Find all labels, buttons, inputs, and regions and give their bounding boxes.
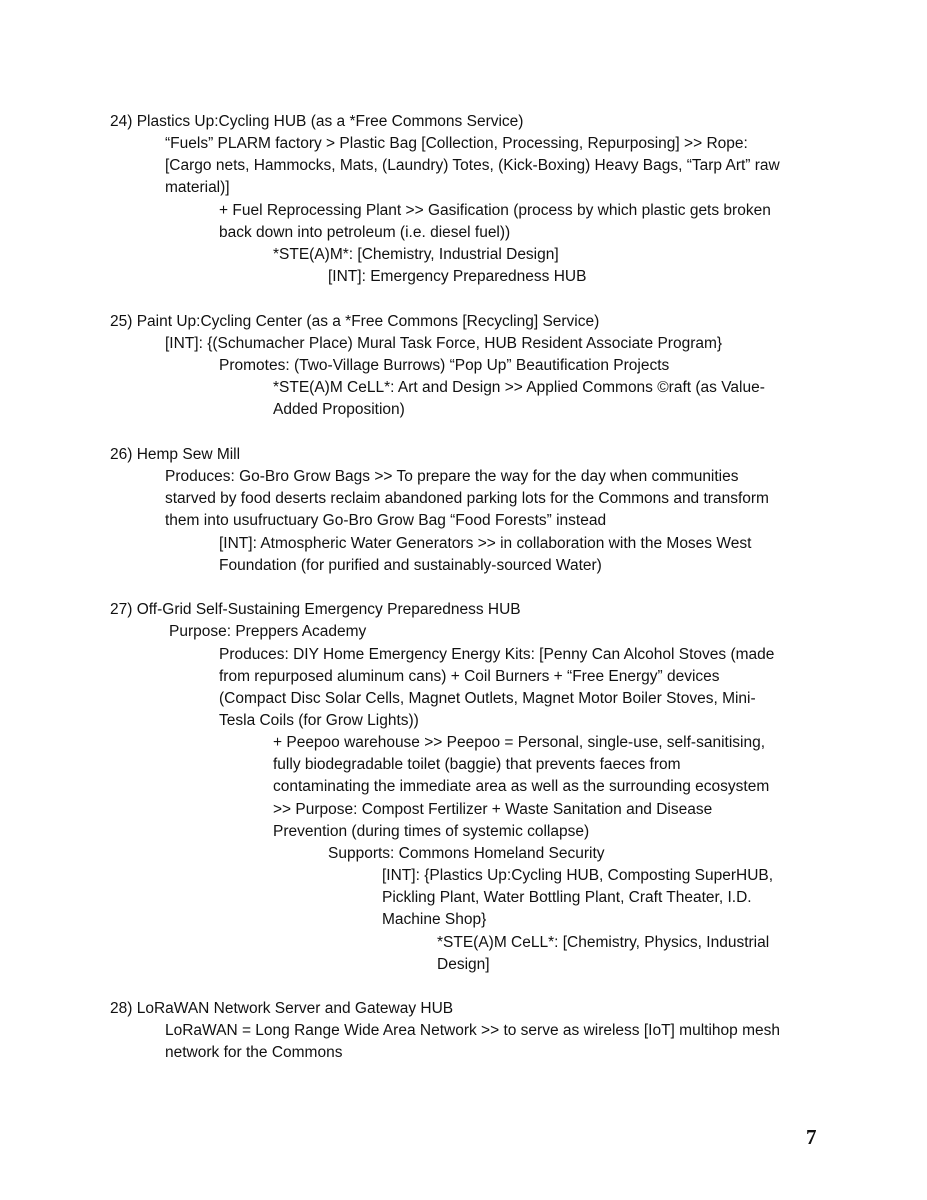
text-line: Pickling Plant, Water Bottling Plant, Craft Theater, I.D. [382, 889, 752, 906]
section-28-heading: 28) LoRaWAN Network Server and Gateway HUB [110, 1000, 454, 1017]
text-line: starved by food deserts reclaim abandoned parking lots for the Commons and transform [165, 490, 769, 507]
section-26-heading: 26) Hemp Sew Mill [110, 446, 241, 463]
text-line: Prevention (during times of systemic collapse) [273, 823, 590, 840]
text-line: Design] [437, 956, 490, 973]
text-line: Tesla Coils (for Grow Lights)) [219, 712, 419, 729]
text-line: material)] [165, 179, 230, 196]
text-line: [INT]: {Plastics Up:Cycling HUB, Composting SuperHUB, [382, 867, 774, 884]
text-line: fully biodegradable toilet (baggie) that prevents faeces from [273, 756, 681, 773]
text-line: >> Purpose: Compost Fertilizer + Waste Sanitation and Disease [273, 801, 713, 818]
text-line: Machine Shop} [382, 911, 487, 928]
text-line: [INT]: Emergency Preparedness HUB [328, 268, 587, 285]
text-line: back down into petroleum (i.e. diesel fuel)) [219, 224, 511, 241]
page-number: 7 [806, 1125, 817, 1149]
text-line: + Fuel Reprocessing Plant >> Gasification (process by which plastic gets broken [219, 202, 771, 219]
text-line: network for the Commons [165, 1044, 343, 1061]
text-line: them into usufructuary Go-Bro Grow Bag “Food Forests” instead [165, 512, 607, 529]
text-line: “Fuels” PLARM factory > Plastic Bag [Collection, Processing, Repurposing] >> Rope: [165, 135, 748, 152]
text-line: *STE(A)M CeLL*: Art and Design >> Applied Commons ©raft (as Value- [273, 379, 765, 396]
text-line: Promotes: (Two-Village Burrows) “Pop Up” Beautification Projects [219, 357, 670, 374]
text-line: LoRaWAN = Long Range Wide Area Network >> to serve as wireless [IoT] multihop mesh [165, 1022, 780, 1039]
text-line: Foundation (for purified and sustainably-sourced Water) [219, 557, 602, 574]
text-line: [Cargo nets, Hammocks, Mats, (Laundry) Totes, (Kick-Boxing) Heavy Bags, “Tarp Art” raw [165, 157, 780, 174]
text-line: (Compact Disc Solar Cells, Magnet Outlets, Magnet Motor Boiler Stoves, Mini- [219, 690, 756, 707]
text-line: [INT]: {(Schumacher Place) Mural Task Force, HUB Resident Associate Program} [165, 335, 723, 352]
text-line: + Peepoo warehouse >> Peepoo = Personal, single-use, self-sanitising, [273, 734, 766, 751]
text-line: contaminating the immediate area as well as the surrounding ecosystem [273, 778, 770, 795]
section-27-heading: 27) Off-Grid Self-Sustaining Emergency Preparedness HUB [110, 601, 521, 618]
text-line: Purpose: Preppers Academy [169, 623, 367, 640]
text-line: *STE(A)M*: [Chemistry, Industrial Design] [273, 246, 559, 263]
section-25-heading: 25) Paint Up:Cycling Center (as a *Free Commons [Recycling] Service) [110, 313, 600, 330]
text-line: *STE(A)M CeLL*: [Chemistry, Physics, Industrial [437, 934, 770, 951]
text-line: Added Proposition) [273, 401, 405, 418]
text-line: Supports: Commons Homeland Security [328, 845, 605, 862]
text-line: Produces: DIY Home Emergency Energy Kits: [Penny Can Alcohol Stoves (made [219, 646, 775, 663]
section-24-heading: 24) Plastics Up:Cycling HUB (as a *Free Commons Service) [110, 113, 524, 130]
text-line: [INT]: Atmospheric Water Generators >> in collaboration with the Moses West [219, 535, 752, 552]
text-line: from repurposed aluminum cans) + Coil Burners + “Free Energy” devices [219, 668, 720, 685]
text-line: Produces: Go-Bro Grow Bags >> To prepare the way for the day when communities [165, 468, 739, 485]
